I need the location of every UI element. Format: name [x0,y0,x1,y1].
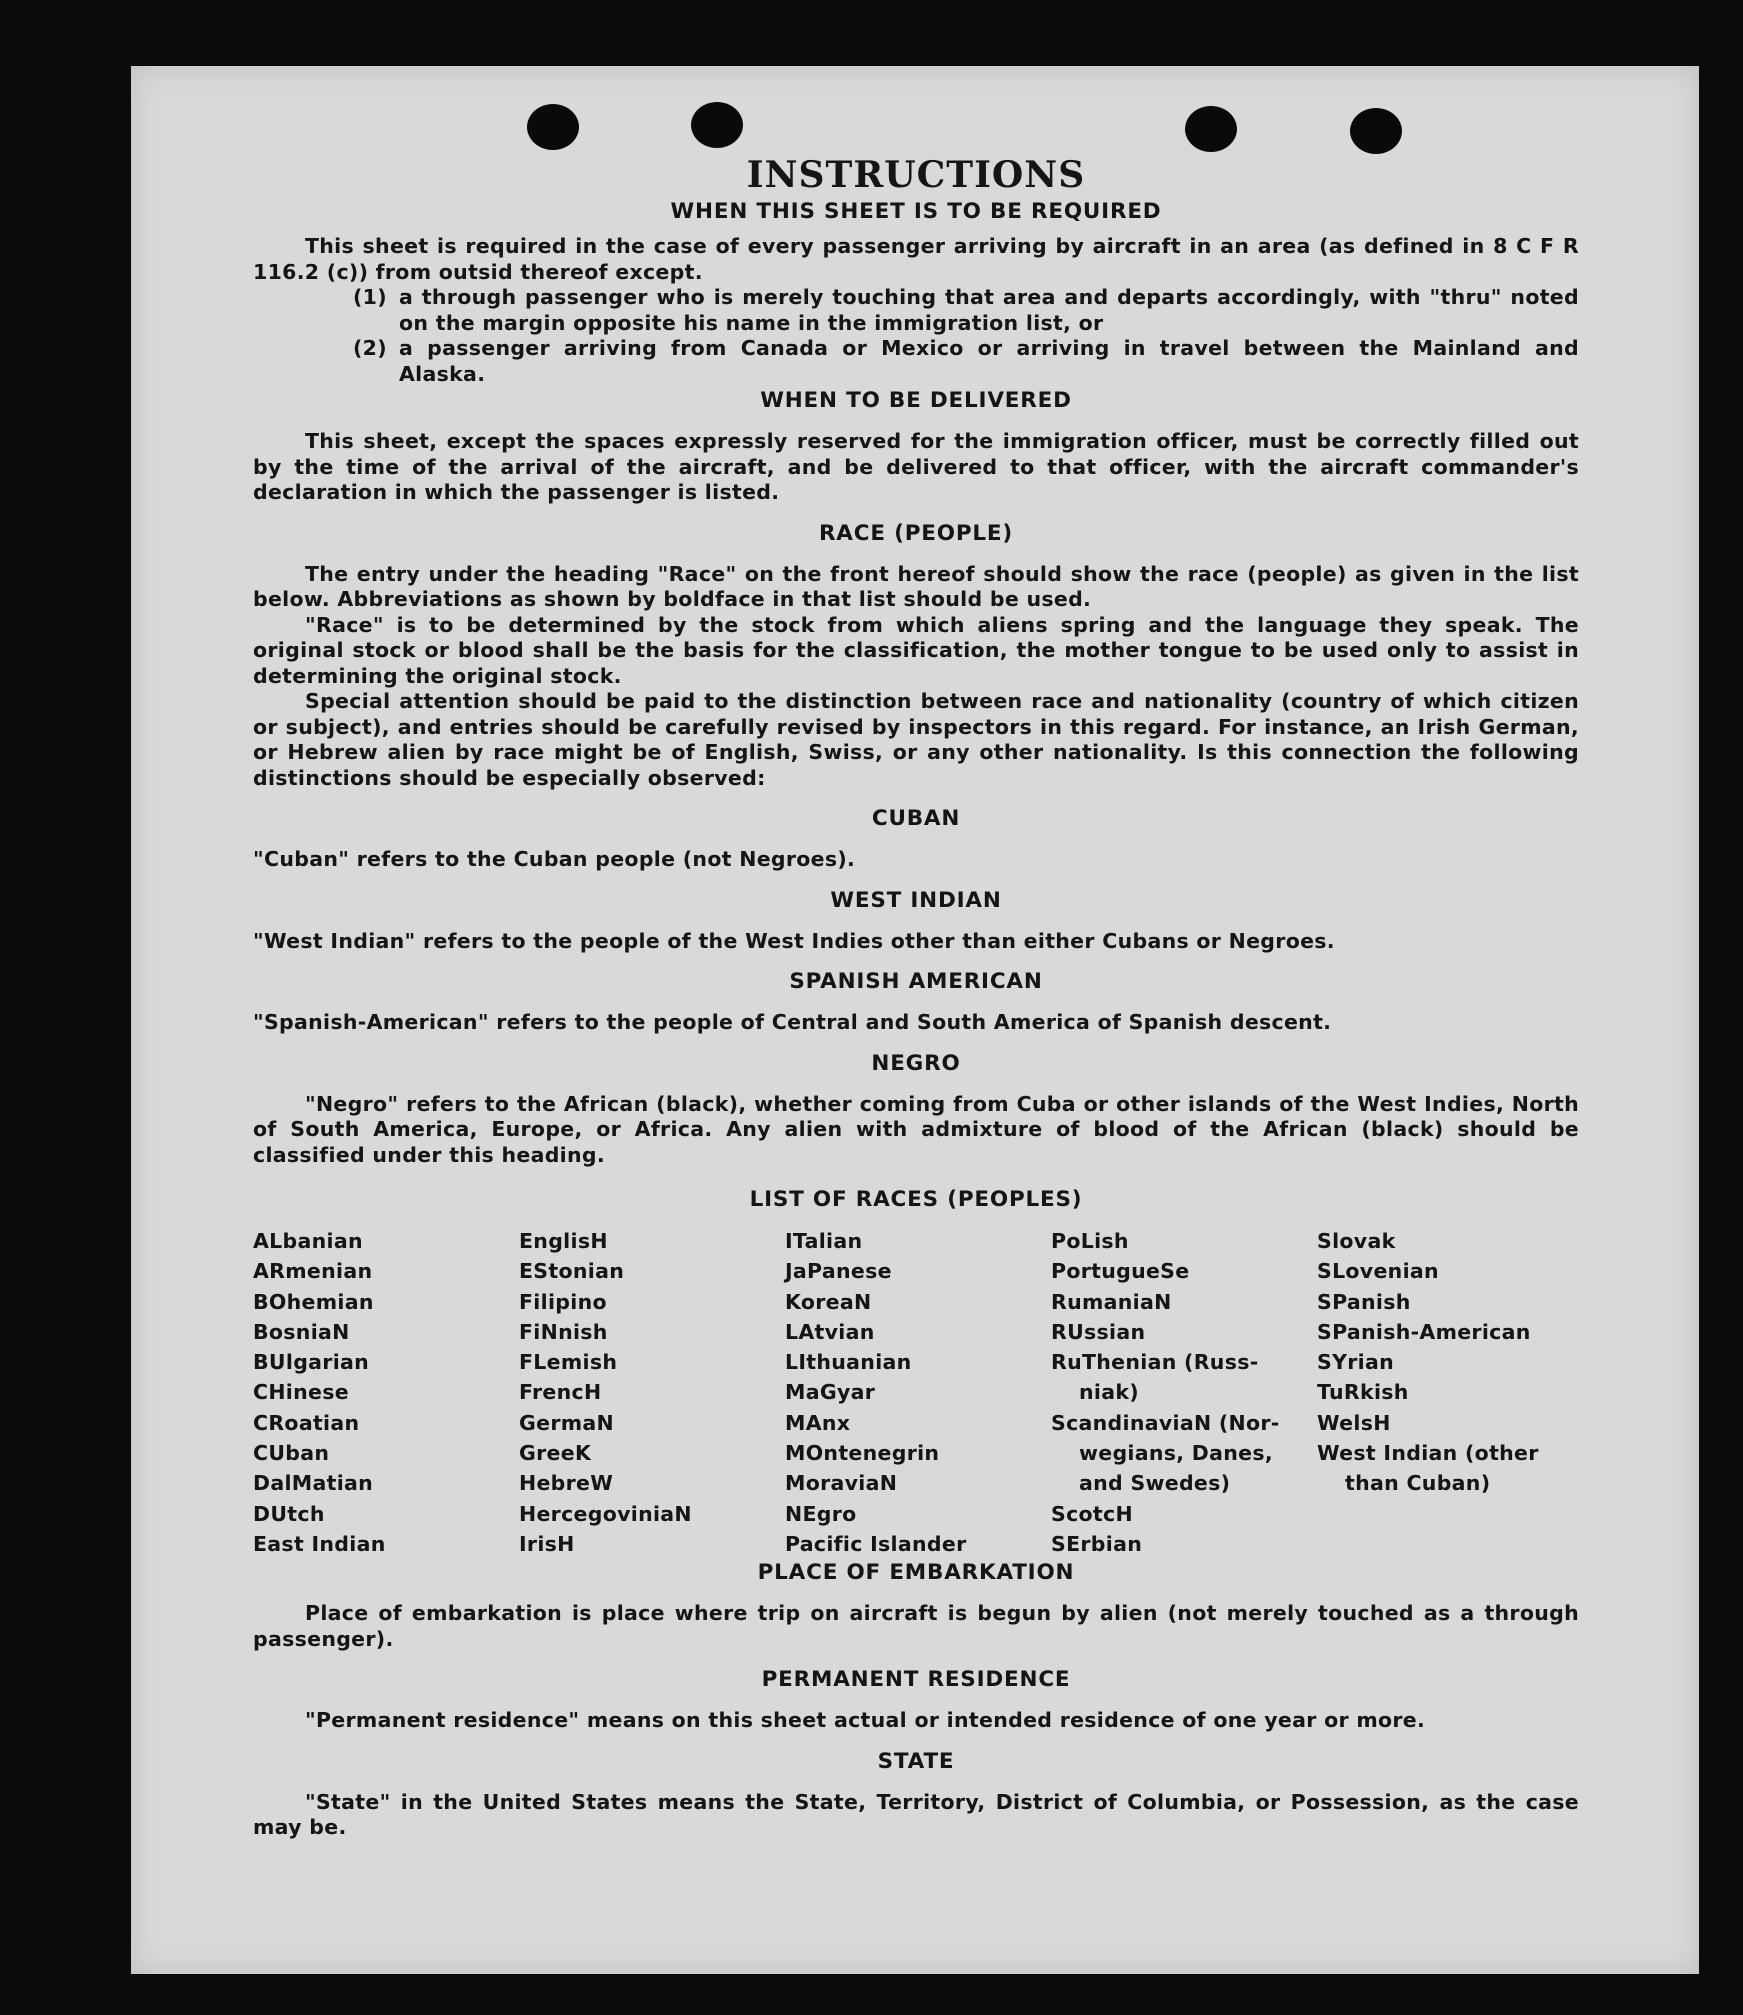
race-entry: PortugueSe [1051,1259,1190,1284]
race-entry: RUssian [1051,1319,1146,1344]
race-entry: Slovak [1317,1229,1396,1253]
race-paragraph-3: Special attention should be paid to the distinction between race and nationality (country of which citizen or subject), and entries should be carefully revised by inspectors in this regard. For instance, an Irish German, or Hebrew alien by race might be of English, Swiss, or any other nationality. Is this connection the following distinctions should be especially observed: [253,689,1579,790]
section-heading-when-required: WHEN THIS SHEET IS TO BE REQUIRED [670,199,1162,224]
race-entry: RumaniaN [1051,1289,1172,1314]
when-required-intro: This sheet is required in the case of every passenger arriving by aircraft in an area (as defined in 8 C F R 116.2 (c)) from outsid thereof except. [253,234,1579,284]
exception-text: a passenger arriving from Canada or Mexico or arriving in travel between the Mainland and Alaska. [399,336,1579,386]
race-entry: HercegoviniaN [519,1501,692,1526]
negro-text: "Negro" refers to the African (black), whether coming from Cuba or other islands of the West Indies, North of South America, Europe, or Africa. Any alien with admixture of blood of the African (black) should be classified under this heading. [253,1091,1579,1167]
race-entry-continuation: than Cuban) [1345,1471,1491,1496]
race-entry: SPanish [1317,1289,1411,1314]
punch-hole [1350,108,1402,154]
section-heading-residence: PERMANENT RESIDENCE [761,1667,1071,1693]
race-entry: CHinese [253,1380,349,1405]
race-entry: EnglisH [519,1229,608,1253]
race-entry: SLovenian [1317,1259,1439,1284]
page-title: INSTRUCTIONS [746,154,1086,196]
race-entry: RuThenian (Russ- [1051,1350,1259,1375]
race-entry: West Indian (other [1317,1441,1539,1466]
race-entry: ScotcH [1051,1501,1133,1526]
document-sheet [131,66,1699,1974]
race-entry: MAnx [785,1410,851,1435]
race-entry: WelsH [1317,1410,1391,1435]
races-column-4 [1051,1226,1317,1559]
race-entry: BOhemian [253,1289,374,1314]
race-entry: ScandinaviaN (Nor- [1051,1410,1280,1435]
section-heading-list-of-races: LIST OF RACES (PEOPLES) [749,1187,1083,1212]
race-entry: BUlgarian [253,1350,370,1375]
state-text: "State" in the United States means the State, Territory, District of Columbia, or Possession, as the case may be. [253,1789,1579,1840]
race-entry: CUban [253,1441,330,1466]
race-entry: EStonian [519,1259,625,1284]
race-entry: KoreaN [785,1289,872,1314]
race-entry: MOntenegrin [785,1441,940,1466]
race-entry: FLemish [519,1350,618,1375]
punch-hole [527,104,579,150]
section-heading-negro: NEGRO [871,1050,961,1076]
race-entry: East Indian [253,1531,386,1556]
race-entry: HebreW [519,1471,614,1496]
race-entry: JaPanese [785,1259,892,1284]
race-entry: MaGyar [785,1380,876,1405]
exception-item [353,336,1579,387]
races-list [253,1226,1579,1559]
section-heading-spanish-american: SPANISH AMERICAN [789,969,1043,994]
race-entry: BosniaN [253,1319,350,1344]
races-column-3 [785,1226,1051,1559]
race-entry: GermaN [519,1410,614,1435]
exception-text: a through passenger who is merely touching that area and departs accordingly, with "thru" noted on the margin opposite his name in the immigration list, or [399,285,1579,335]
race-entry: GreeK [519,1441,592,1466]
race-entry: DUtch [253,1501,325,1526]
race-entry: FrencH [519,1380,602,1405]
race-entry: SYrian [1317,1350,1394,1375]
race-entry: MoraviaN [785,1471,898,1496]
race-entry: SPanish-American [1317,1319,1531,1344]
race-entry: ALbanian [253,1229,363,1253]
document-content [253,152,1579,1841]
races-column-2 [519,1226,785,1559]
race-entry: PoLish [1051,1229,1129,1253]
exception-number: (2) [353,336,387,360]
exception-number: (1) [353,285,387,309]
race-entry-continuation: niak) [1079,1380,1139,1405]
section-heading-west-indian: WEST INDIAN [830,887,1002,913]
when-delivered-text: This sheet, except the spaces expressly reserved for the immigration officer, must be correctly filled out by the time of the arrival of the aircraft, and be delivered to that officer, with the aircraft commander's declaration in which the passenger is listed. [253,429,1579,504]
section-heading-state: STATE [877,1748,955,1774]
punch-hole [1185,106,1237,152]
race-entry: ARmenian [253,1259,373,1284]
races-column-1 [253,1226,519,1559]
race-entry: CRoatian [253,1410,360,1435]
race-entry: LAtvian [785,1319,875,1344]
section-heading-when-delivered: WHEN TO BE DELIVERED [760,388,1072,413]
race-entry: FiNnish [519,1319,608,1344]
race-entry: DalMatian [253,1471,374,1496]
exception-item [353,285,1579,336]
section-heading-cuban: CUBAN [871,806,961,831]
embarkation-text: Place of embarkation is place where trip on aircraft is begun by alien (not merely touched as a through passenger). [253,1601,1579,1651]
section-heading-race: RACE (PEOPLE) [818,520,1014,546]
section-heading-embarkation: PLACE OF EMBARKATION [757,1560,1075,1586]
race-entry: ITalian [785,1229,863,1253]
race-entry-continuation: wegians, Danes, [1079,1441,1273,1466]
punch-hole [691,102,743,148]
race-entry: IrisH [519,1531,575,1556]
race-entry: NEgro [785,1501,857,1526]
residence-text: "Permanent residence" means on this sheet actual or intended residence of one year or more. [305,1708,1426,1733]
race-paragraph-1: The entry under the heading "Race" on the front hereof should show the race (people) as given in the list below. Abbreviations as shown by boldface in that list should be used. [253,561,1579,611]
race-entry: Filipino [519,1289,607,1314]
spanish-american-text: "Spanish-American" refers to the people of Central and South America of Spanish descent. [253,1010,1332,1034]
race-entry: TuRkish [1317,1380,1409,1405]
race-paragraph-2: "Race" is to be determined by the stock from which aliens spring and the language they speak. The original stock or blood shall be the basis for the classification, the mother tongue to be used only to assist in determining the original stock. [253,612,1579,688]
races-column-5 [1317,1226,1577,1559]
race-entry: LIthuanian [785,1350,912,1375]
race-entry: SErbian [1051,1531,1143,1556]
west-indian-text: "West Indian" refers to the people of the West Indies other than either Cubans or Negroes. [253,928,1335,953]
race-entry: Pacific Islander [785,1531,967,1556]
race-entry-continuation: and Swedes) [1079,1471,1231,1496]
cuban-text: "Cuban" refers to the Cuban people (not Negroes). [253,847,856,871]
